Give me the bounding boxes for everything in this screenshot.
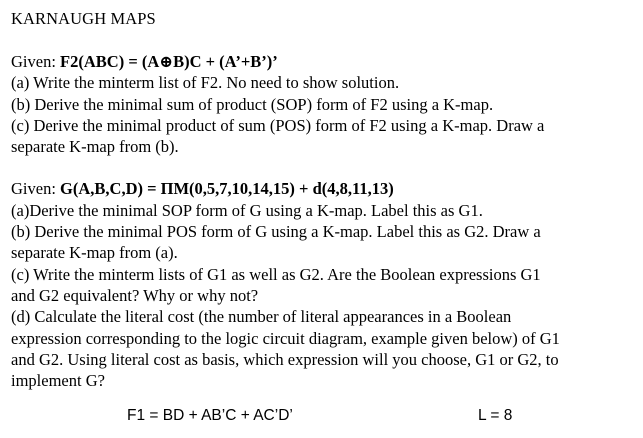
problem-1-part-c: (c) Derive the minimal product of sum (POS) form of F2 using a K-map. Draw a (11, 115, 545, 135)
problem-2-given (11, 178, 639, 199)
problem-2-part-d-cont-3: implement G? (11, 371, 105, 391)
problem-2-part-b-cont: separate K-map from (a). (11, 243, 178, 263)
page-title: KARNAUGH MAPS (11, 9, 156, 28)
given-expression-f2: F2(ABC) = (A⊕B)C + (A’+B’)’ (60, 52, 278, 71)
problem-2-part-c: (c) Write the minterm lists of G1 as well as G2. Are the Boolean expressions G1 (11, 264, 541, 284)
problem-1 (11, 51, 639, 157)
given-expression-g: G(A,B,C,D) = ΠM(0,5,7,10,14,15) + d(4,8,11,13) (60, 179, 394, 199)
problem-2-part-a: (a)Derive the minimal SOP form of G using a K-map. Label this as G1. (11, 200, 483, 220)
example-formula: F1 = BD + AB’C + AC’D’ (127, 407, 293, 424)
document-page (11, 9, 639, 391)
example-literal-cost: L = 8 (478, 407, 513, 424)
problem-2-part-b: (b) Derive the minimal POS form of G using a K-map. Label this as G2. Draw a (11, 222, 541, 242)
problem-1-part-b: (b) Derive the minimal sum of product (SOP) form of F2 using a K-map. (11, 94, 494, 114)
spacer (11, 157, 639, 178)
problem-2-part-c-cont: and G2 equivalent? Why or why not? (11, 285, 259, 305)
problem-2-part-d: (d) Calculate the literal cost (the number of literal appearances in a Boolean (11, 307, 512, 327)
problem-2-part-d-cont-1: expression corresponding to the logic circuit diagram, example given below) of G1 (11, 328, 560, 348)
problem-1-given (11, 51, 639, 72)
problem-1-part-a: (a) Write the minterm list of F2. No need to show solution. (11, 73, 400, 93)
spacer (11, 29, 639, 51)
problem-2-part-d-cont-2: and G2. Using literal cost as basis, which expression will you choose, G1 or G2, to (11, 349, 559, 369)
given-label: Given: (11, 52, 61, 71)
problem-1-part-c-cont: separate K-map from (b). (11, 137, 179, 157)
given-label: Given: (11, 179, 61, 199)
problem-2 (11, 178, 639, 391)
